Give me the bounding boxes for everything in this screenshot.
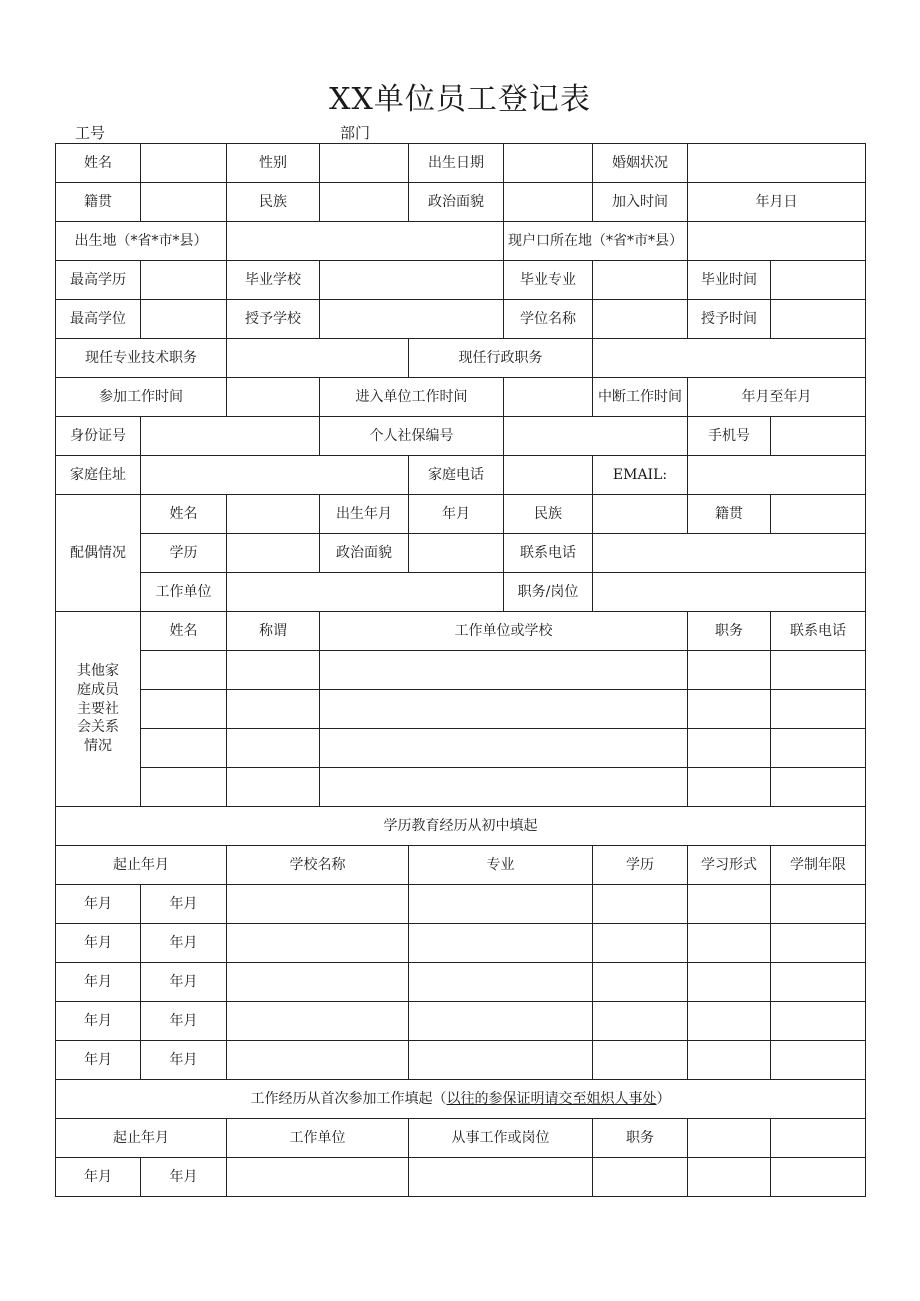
degree-school-label: 授予学校 xyxy=(227,300,320,339)
family-col-position: 职务 xyxy=(688,612,771,651)
edu-end[interactable]: 年月 xyxy=(141,963,227,1002)
edu-degree-cell[interactable] xyxy=(593,963,688,1002)
edu-col-school: 学校名称 xyxy=(227,846,409,885)
edu-form-cell[interactable] xyxy=(688,963,771,1002)
spouse-political-label: 政治面貌 xyxy=(320,534,409,573)
family-cell[interactable] xyxy=(227,651,320,690)
family-col-unit: 工作单位或学校 xyxy=(320,612,688,651)
edu-col-major: 专业 xyxy=(409,846,593,885)
family-section-label xyxy=(56,612,141,807)
family-cell[interactable] xyxy=(141,729,227,768)
family-cell[interactable] xyxy=(320,768,688,807)
edu-start[interactable]: 年月 xyxy=(56,963,141,1002)
interrupt-time-field[interactable]: 年月至年月 xyxy=(688,378,866,417)
work-end[interactable]: 年月 xyxy=(141,1158,227,1197)
spouse-phone-field[interactable] xyxy=(593,534,866,573)
work-col-period: 起止年月 xyxy=(56,1119,227,1158)
family-section-text: 其他家庭成员主要社会关系情况 xyxy=(77,662,119,755)
spouse-ethnicity-field[interactable] xyxy=(593,495,688,534)
family-cell[interactable] xyxy=(141,651,227,690)
work-title-cell[interactable] xyxy=(593,1158,688,1197)
degree-name-label: 学位名称 xyxy=(504,300,593,339)
degree-name-field[interactable] xyxy=(593,300,688,339)
birthplace-field[interactable] xyxy=(227,222,504,261)
edu-form-cell[interactable] xyxy=(688,885,771,924)
edu-end[interactable]: 年月 xyxy=(141,885,227,924)
edu-col-period: 起止年月 xyxy=(56,846,227,885)
join-time-field[interactable]: 年月日 xyxy=(688,183,866,222)
edu-school-cell[interactable] xyxy=(227,885,409,924)
family-cell[interactable] xyxy=(688,768,771,807)
graduate-time-label: 毕业时间 xyxy=(688,261,771,300)
edu-degree-cell[interactable] xyxy=(593,885,688,924)
gender-field[interactable] xyxy=(320,144,409,183)
name-label: 姓名 xyxy=(56,144,141,183)
family-cell[interactable] xyxy=(688,729,771,768)
edu-start[interactable]: 年月 xyxy=(56,1002,141,1041)
edu-degree-cell[interactable] xyxy=(593,924,688,963)
family-cell[interactable] xyxy=(771,690,866,729)
graduate-major-label: 毕业专业 xyxy=(504,261,593,300)
graduate-school-label: 毕业学校 xyxy=(227,261,320,300)
political-status-field[interactable] xyxy=(504,183,593,222)
enter-unit-label: 进入单位工作时间 xyxy=(320,378,504,417)
mobile-field[interactable] xyxy=(771,417,866,456)
spouse-birth-field[interactable]: 年月 xyxy=(409,495,504,534)
degree-time-field[interactable] xyxy=(771,300,866,339)
address-field[interactable] xyxy=(141,456,409,495)
spouse-political-field[interactable] xyxy=(409,534,504,573)
employee-number-label: 工号 xyxy=(75,124,106,142)
family-row xyxy=(56,768,866,807)
address-label: 家庭住址 xyxy=(56,456,141,495)
family-col-name: 姓名 xyxy=(141,612,227,651)
work-start[interactable]: 年月 xyxy=(56,1158,141,1197)
birth-date-label: 出生日期 xyxy=(409,144,504,183)
ethnicity-field[interactable] xyxy=(320,183,409,222)
spouse-native-field[interactable] xyxy=(771,495,866,534)
edu-major-cell[interactable] xyxy=(409,963,593,1002)
marital-status-field[interactable] xyxy=(688,144,866,183)
work-heading-note: 以往的参保证明请交至姐炽人事处 xyxy=(446,1090,657,1107)
work-extra-cell[interactable] xyxy=(771,1158,866,1197)
spouse-section-label: 配偶情况 xyxy=(56,495,141,612)
edu-major-cell[interactable] xyxy=(409,924,593,963)
work-unit-cell[interactable] xyxy=(227,1158,409,1197)
native-place-field[interactable] xyxy=(141,183,227,222)
work-start-field[interactable] xyxy=(227,378,320,417)
family-cell[interactable] xyxy=(320,651,688,690)
edu-major-cell[interactable] xyxy=(409,1041,593,1080)
home-phone-label: 家庭电话 xyxy=(409,456,504,495)
edu-start[interactable]: 年月 xyxy=(56,924,141,963)
edu-length-cell[interactable] xyxy=(771,1041,866,1080)
edu-form-cell[interactable] xyxy=(688,1002,771,1041)
education-row xyxy=(56,885,866,924)
graduate-school-field[interactable] xyxy=(320,261,504,300)
graduate-time-field[interactable] xyxy=(771,261,866,300)
work-col-extra-2 xyxy=(771,1119,866,1158)
spouse-education-label: 学历 xyxy=(141,534,227,573)
home-phone-field[interactable] xyxy=(504,456,593,495)
work-row xyxy=(56,1158,866,1197)
family-row xyxy=(56,651,866,690)
edu-form-cell[interactable] xyxy=(688,924,771,963)
top-degree-field[interactable] xyxy=(141,300,227,339)
edu-school-cell[interactable] xyxy=(227,1002,409,1041)
spouse-work-unit-label: 工作单位 xyxy=(141,573,227,612)
tech-title-label: 现任专业技术职务 xyxy=(56,339,227,378)
family-cell[interactable] xyxy=(141,690,227,729)
work-col-title: 职务 xyxy=(593,1119,688,1158)
edu-end[interactable]: 年月 xyxy=(141,1002,227,1041)
family-cell[interactable] xyxy=(688,651,771,690)
edu-degree-cell[interactable] xyxy=(593,1041,688,1080)
tech-title-field[interactable] xyxy=(227,339,409,378)
email-label: EMAIL: xyxy=(593,456,688,495)
registration-form xyxy=(55,143,866,1197)
education-heading: 学历教育经历从初中填起 xyxy=(56,807,866,846)
family-col-relation: 称谓 xyxy=(227,612,320,651)
family-cell[interactable] xyxy=(320,690,688,729)
work-col-role: 从事工作或岗位 xyxy=(409,1119,593,1158)
top-degree-label: 最高学位 xyxy=(56,300,141,339)
spouse-education-field[interactable] xyxy=(227,534,320,573)
edu-length-cell[interactable] xyxy=(771,1002,866,1041)
native-place-label: 籍贯 xyxy=(56,183,141,222)
hukou-field[interactable] xyxy=(688,222,866,261)
work-start-label: 参加工作时间 xyxy=(56,378,227,417)
marital-status-label: 婚姻状况 xyxy=(593,144,688,183)
family-cell[interactable] xyxy=(227,768,320,807)
work-extra-cell[interactable] xyxy=(688,1158,771,1197)
spouse-phone-label: 联系电话 xyxy=(504,534,593,573)
name-field[interactable] xyxy=(141,144,227,183)
family-cell[interactable] xyxy=(227,690,320,729)
work-col-unit: 工作单位 xyxy=(227,1119,409,1158)
family-cell[interactable] xyxy=(320,729,688,768)
edu-length-cell[interactable] xyxy=(771,963,866,1002)
id-number-field[interactable] xyxy=(141,417,320,456)
social-security-label: 个人社保编号 xyxy=(320,417,504,456)
edu-end[interactable]: 年月 xyxy=(141,924,227,963)
edu-length-cell[interactable] xyxy=(771,885,866,924)
family-cell[interactable] xyxy=(227,729,320,768)
hukou-label: 现户口所在地（*省*市*县） xyxy=(504,222,688,261)
birth-date-field[interactable] xyxy=(504,144,593,183)
birthplace-label: 出生地（*省*市*县） xyxy=(56,222,227,261)
page-title: XX单位员工登记表 xyxy=(329,82,591,117)
edu-school-cell[interactable] xyxy=(227,924,409,963)
id-number-label: 身份证号 xyxy=(56,417,141,456)
edu-length-cell[interactable] xyxy=(771,924,866,963)
edu-col-length: 学制年限 xyxy=(771,846,866,885)
join-time-label: 加入时间 xyxy=(593,183,688,222)
spouse-name-label: 姓名 xyxy=(141,495,227,534)
edu-col-form: 学习形式 xyxy=(688,846,771,885)
work-col-extra-1 xyxy=(688,1119,771,1158)
edu-major-cell[interactable] xyxy=(409,885,593,924)
family-cell[interactable] xyxy=(771,768,866,807)
spouse-name-field[interactable] xyxy=(227,495,320,534)
spouse-native-label: 籍贯 xyxy=(688,495,771,534)
family-cell[interactable] xyxy=(141,768,227,807)
edu-end[interactable]: 年月 xyxy=(141,1041,227,1080)
family-col-phone: 联系电话 xyxy=(771,612,866,651)
edu-degree-cell[interactable] xyxy=(593,1002,688,1041)
education-row xyxy=(56,924,866,963)
edu-start[interactable]: 年月 xyxy=(56,885,141,924)
edu-school-cell[interactable] xyxy=(227,1041,409,1080)
interrupt-time-label: 中断工作时间 xyxy=(593,378,688,417)
spouse-position-field[interactable] xyxy=(593,573,866,612)
edu-school-cell[interactable] xyxy=(227,963,409,1002)
political-status-label: 政治面貌 xyxy=(409,183,504,222)
spouse-ethnicity-label: 民族 xyxy=(504,495,593,534)
mobile-label: 手机号 xyxy=(688,417,771,456)
edu-col-degree: 学历 xyxy=(593,846,688,885)
gender-label: 性别 xyxy=(227,144,320,183)
degree-school-field[interactable] xyxy=(320,300,504,339)
education-row xyxy=(56,1002,866,1041)
enter-unit-field[interactable] xyxy=(504,378,593,417)
social-security-field[interactable] xyxy=(504,417,688,456)
family-row xyxy=(56,690,866,729)
degree-time-label: 授予时间 xyxy=(688,300,771,339)
family-cell[interactable] xyxy=(688,690,771,729)
department-label: 部门 xyxy=(340,124,371,142)
spouse-birth-label: 出生年月 xyxy=(320,495,409,534)
ethnicity-label: 民族 xyxy=(227,183,320,222)
education-row xyxy=(56,1041,866,1080)
edu-form-cell[interactable] xyxy=(688,1041,771,1080)
top-education-field[interactable] xyxy=(141,261,227,300)
work-heading-end: ） xyxy=(656,1090,671,1107)
work-role-cell[interactable] xyxy=(409,1158,593,1197)
admin-title-field[interactable] xyxy=(593,339,866,378)
spouse-position-label: 职务/岗位 xyxy=(504,573,593,612)
email-field[interactable] xyxy=(688,456,866,495)
edu-start[interactable]: 年月 xyxy=(56,1041,141,1080)
edu-major-cell[interactable] xyxy=(409,1002,593,1041)
family-cell[interactable] xyxy=(771,651,866,690)
family-cell[interactable] xyxy=(771,729,866,768)
work-heading-text: 工作经历从首次参加工作填起（ xyxy=(250,1090,447,1107)
graduate-major-field[interactable] xyxy=(593,261,688,300)
spouse-work-unit-field[interactable] xyxy=(227,573,504,612)
education-row xyxy=(56,963,866,1002)
top-education-label: 最高学历 xyxy=(56,261,141,300)
admin-title-label: 现任行政职务 xyxy=(409,339,593,378)
work-heading xyxy=(56,1080,866,1119)
family-row xyxy=(56,729,866,768)
